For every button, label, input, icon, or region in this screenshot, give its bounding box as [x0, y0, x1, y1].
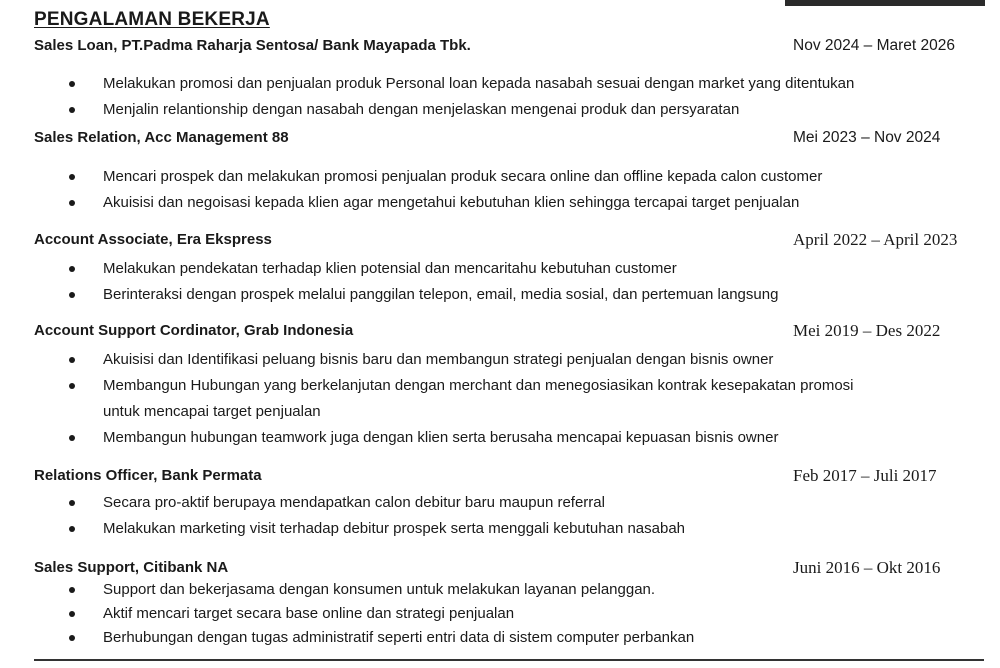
bullet-dot-icon	[69, 200, 75, 206]
job-date: April 2022 – April 2023	[793, 230, 958, 249]
job-title: Account Associate, Era Ekspress	[34, 231, 272, 248]
section-title: PENGALAMAN BEKERJA	[34, 9, 270, 30]
list-item: Akuisisi dan Identifikasi peluang bisnis baru dan membangun strategi penjualan dengan bisnis owner	[34, 347, 984, 373]
list-item: Berinteraksi dengan prospek melalui panggilan telepon, email, media sosial, dan pertemuan langsung	[34, 282, 984, 308]
list-item: Berhubungan dengan tugas administratif seperti entri data di sistem computer perbankan	[34, 626, 984, 650]
job-title: Sales Loan, PT.Padma Raharja Sentosa/ Bank Mayapada Tbk.	[34, 37, 471, 54]
job-entry	[34, 227, 984, 308]
bullet-dot-icon	[69, 526, 75, 532]
job-header	[34, 33, 984, 59]
job-header	[34, 463, 984, 489]
job-entry	[34, 463, 984, 542]
bullet-dot-icon	[69, 357, 75, 363]
list-item: Secara pro-aktif berupaya mendapatkan calon debitur baru maupun referral	[34, 490, 984, 516]
bullet-dot-icon	[69, 107, 75, 113]
job-entry	[34, 125, 984, 216]
job-header	[34, 227, 984, 253]
list-item: Membangun Hubungan yang berkelanjutan dengan merchant dan menegosiasikan kontrak kesepakatan promosi	[34, 373, 984, 399]
list-item: Support dan bekerjasama dengan konsumen untuk melakukan layanan pelanggan.	[34, 578, 984, 602]
list-item: Menjalin relantionship dengan nasabah dengan menjelaskan mengenai produk dan persyaratan	[34, 97, 984, 123]
list-item: Membangun hubungan teamwork juga dengan klien serta berusaha mencapai kepuasan bisnis owner	[34, 425, 984, 451]
job-date: Mei 2019 – Des 2022	[793, 321, 941, 340]
job-date: Juni 2016 – Okt 2016	[793, 558, 941, 577]
bullet-dot-icon	[69, 383, 75, 389]
job-title: Relations Officer, Bank Permata	[34, 467, 262, 484]
job-bullets	[34, 256, 984, 308]
job-bullets	[34, 71, 984, 123]
bullet-dot-icon	[69, 635, 75, 641]
bullet-dot-icon	[69, 266, 75, 272]
photo-edge	[785, 0, 985, 6]
bullet-dot-icon	[69, 435, 75, 441]
bullet-dot-icon	[69, 174, 75, 180]
list-item: Akuisisi dan negoisasi kepada klien agar mengetahui kebutuhan klien sehingga tercapai target penjualan	[34, 190, 984, 216]
list-item: Aktif mencari target secara base online dan strategi penjualan	[34, 602, 984, 626]
job-date: Feb 2017 – Juli 2017	[793, 466, 937, 485]
list-item: Melakukan pendekatan terhadap klien potensial dan mencaritahu kebutuhan customer	[34, 256, 984, 282]
list-item: Melakukan promosi dan penjualan produk Personal loan kepada nasabah sesuai dengan market yang ditentukan	[34, 71, 984, 97]
job-bullets	[34, 578, 984, 650]
bullet-dot-icon	[69, 81, 75, 87]
bullet-dot-icon	[69, 500, 75, 506]
job-bullets	[34, 164, 984, 216]
job-title: Account Support Cordinator, Grab Indonesia	[34, 322, 354, 339]
job-entry	[34, 555, 984, 650]
job-header	[34, 125, 984, 151]
bottom-divider	[34, 659, 984, 661]
bullet-dot-icon	[69, 611, 75, 617]
job-title: Sales Support, Citibank NA	[34, 559, 229, 576]
bullet-dot-icon	[69, 587, 75, 593]
list-item: Mencari prospek dan melakukan promosi penjualan produk secara online dan offline kepada calon customer	[34, 164, 984, 190]
list-item-continuation: untuk mencapai target penjualan	[103, 403, 321, 420]
job-title: Sales Relation, Acc Management 88	[34, 129, 289, 146]
job-header	[34, 318, 984, 344]
job-date: Nov 2024 – Maret 2026	[793, 37, 955, 54]
job-bullets	[34, 490, 984, 542]
job-date: Mei 2023 – Nov 2024	[793, 129, 941, 146]
list-item: Melakukan marketing visit terhadap debitur prospek serta menggali kebutuhan nasabah	[34, 516, 984, 542]
job-entry	[34, 318, 984, 451]
bullet-dot-icon	[69, 292, 75, 298]
job-bullets	[34, 347, 984, 451]
job-entry	[34, 33, 984, 123]
